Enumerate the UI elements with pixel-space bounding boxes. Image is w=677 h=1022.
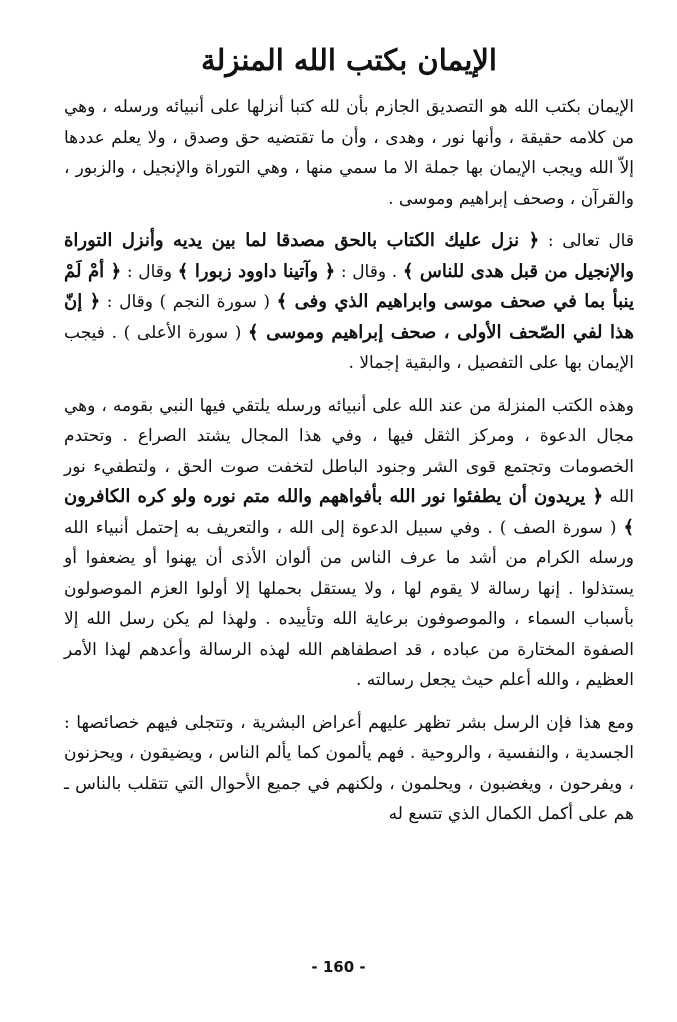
body-text: [64, 92, 634, 830]
paragraph: [64, 226, 634, 379]
paragraph-text: ( سورة الأعلى ) . فيجب الإيمان بها على التفصيل ، والبقية إجمالا .: [64, 322, 634, 373]
paragraph: [64, 391, 634, 696]
quran-verse: ﴿ إنّ هذا لفي الصّحف الأولى ، صحف إبراهيم وموسى ﴾: [64, 291, 634, 343]
paragraph: [64, 708, 634, 830]
quran-verse: ﴿ وآتينا داوود زبورا ﴾: [177, 260, 336, 282]
paragraph-text: الإيمان بكتب الله هو التصديق الجازم بأن لله كتبا أنزلها على أنبيائه ورسله ، وهي من كلامه حقيقة ، وأنها نور ، وهدى ، وأن ما تقتضيه حق وصدق ، ولا يعلم عددها إلاّ الله ويجب الإيمان بها جملة الا ما سمي منها ، وهي التوراة والإنجيل ، والزبور ، والقرآن ، وصحف إبراهيم وموسى .: [64, 97, 634, 209]
quran-verse: ﴿ يريدون أن يطفئوا نور الله بأفواههم والله متم نوره ولو كره الكافرون ﴾: [64, 486, 634, 538]
paragraph: [64, 92, 634, 214]
paragraph-text: قال تعالى :: [539, 231, 634, 251]
paragraph-text: وهذه الكتب المنزلة من عند الله على أنبيائه ورسله يلتقي فيها النبي بقومه ، وهي مجال الدعوة ، ومركز الثقل فيها ، وفي هذا المجال يشتد الصراع . وتحتدم الخصومات وتجتمع قوى الشر وجنود الباطل لتخفت صوت الحق ، ولتطفيء نور الله: [64, 395, 635, 507]
page-number: - 160 -: [311, 958, 366, 976]
paragraph-text: ومع هذا فإن الرسل بشر تظهر عليهم أعراض البشرية ، وتتجلى فيهم خصائصها : الجسدية ، والنفسية ، والروحية . فهم يألمون كما يألم الناس ، ويضيقون ، ويحزنون ، ويفرحون ، ويغضبون ، ويحلمون ، ولكنهم في جميع الأحوال التي تتقلب بالناس ـ هم على أكمل الكمال الذي تتسع له: [64, 712, 634, 824]
paragraph-text: . وقال :: [335, 261, 403, 282]
paragraph-text: وقال :: [121, 261, 178, 282]
quran-verse: ﴿ نزل عليك الكتاب بالحق مصدقا لما بين يديه وأنزل التوراة والإنجيل من قبل هدى للناس ﴾: [64, 230, 635, 282]
page-content: [64, 40, 634, 830]
paragraph-text: ( سورة النجم ) وقال :: [100, 292, 277, 312]
quran-verse: ﴿ أمْ لَمْ ينبأ بما في صحف موسى وابراهيم الذي وفى ﴾: [64, 260, 634, 312]
page-title: الإيمان بكتب الله المنزلة: [200, 43, 497, 77]
paragraph-text: ( سورة الصف ) . وفي سبيل الدعوة إلى الله ، والتعريف به إحتمل أنبياء الله ورسله الكرام من أشد ما عرف الناس من ألوان الأذى أن يهنوا أو يضعفوا أو يستذلوا . إنها رسالة لا يقوم لها ، ولا يستقل بحملها إلا أولوا العزم الموصولون بأسباب السماء ، والموصوفون برعاية الله وتأييده . ولهذا لم يكن رسل الله إلا الصفوة المختارة من عباده ، قد اصطفاهم الله لهذه الرسالة وأعدهم لهذا الأمر العظيم ، والله أعلم حيث يجعل رسالته .: [64, 517, 634, 690]
